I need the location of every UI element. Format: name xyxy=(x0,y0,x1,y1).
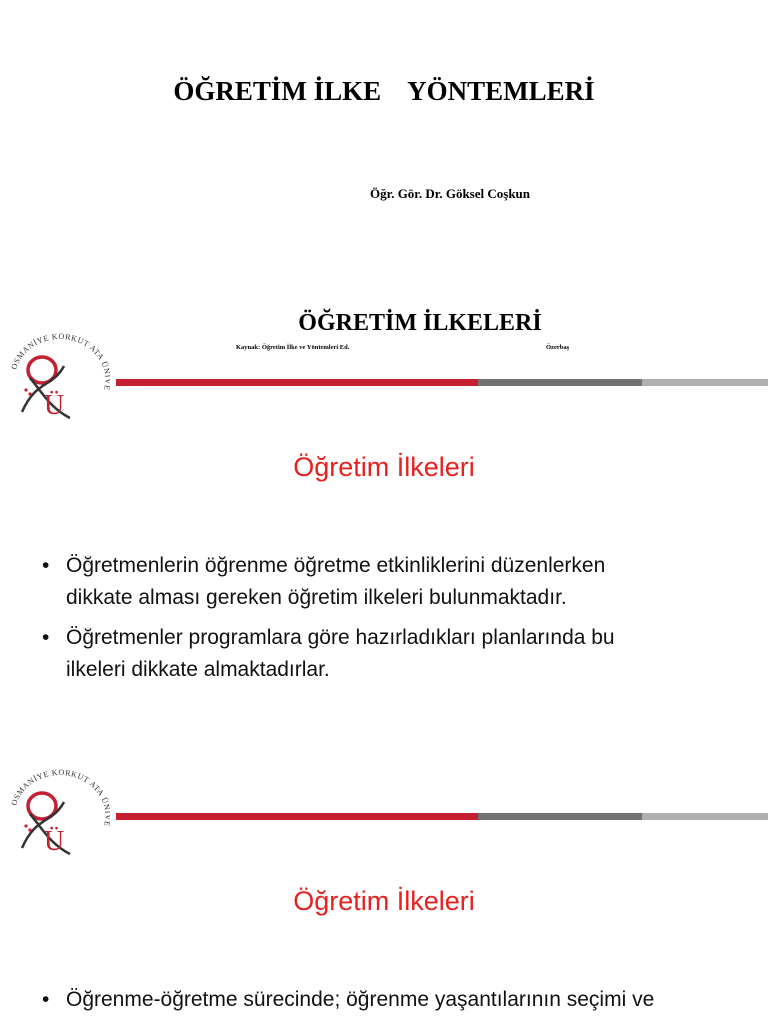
list-item xyxy=(40,984,740,1016)
divider-dark xyxy=(478,379,642,386)
bullet-text-line: dikkate alması gereken öğretim ilkeleri bulunmaktadır. xyxy=(66,586,567,609)
main-title: ÖĞRETİM İLKE YÖNTEMLERİ xyxy=(173,76,595,106)
university-logo xyxy=(6,766,110,870)
logo-letter-u: Ü xyxy=(44,390,65,421)
logo-letter-u: Ü xyxy=(44,826,65,857)
divider-red xyxy=(116,379,478,386)
divider-dark xyxy=(478,813,642,820)
list-item xyxy=(40,622,740,686)
slide2-heading: Öğretim İlkeleri xyxy=(293,886,475,916)
list-item xyxy=(40,550,740,614)
slide1-heading: Öğretim İlkeleri xyxy=(293,452,475,482)
bullet-text-line: Öğrenme-öğretme sürecinde; öğrenme yaşantılarının seçimi ve xyxy=(66,988,655,1011)
author-name: Öğr. Gör. Dr. Göksel Coşkun xyxy=(370,186,531,201)
logo-arc-text: OSMANİYE KORKUT ATA Ü xyxy=(9,767,110,807)
divider-red xyxy=(116,813,478,820)
source-author: Özerbaş xyxy=(546,344,570,351)
university-logo xyxy=(6,330,110,434)
bullet-dot: • xyxy=(42,988,50,1011)
bullet-dot: • xyxy=(42,626,50,649)
source-citation: Kaynak: Öğretim İlke ve Yöntemleri Ed. xyxy=(236,344,350,351)
divider-light xyxy=(642,813,768,820)
divider-light xyxy=(642,379,768,386)
logo-arc-text: OSMANİYE KORKUT ATA Ü xyxy=(9,331,110,371)
bullet-text-line: Öğretmenler programlara göre hazırladıkları planlarında bu xyxy=(66,626,615,649)
bullet-text-line: Öğretmenlerin öğrenme öğretme etkinliklerini düzenlerken xyxy=(66,554,606,577)
slide1-bullet-list xyxy=(40,550,740,694)
svg-text:OSMANİYE KORKUT ATA ÜNİVERSİTE xyxy=(6,330,110,391)
svg-text:OSMANİYE KORKUT ATA ÜNİVERSİTE xyxy=(6,766,110,827)
bullet-text-line: ilkeleri dikkate almaktadırlar. xyxy=(66,658,330,681)
slide2-bullet-list xyxy=(40,984,740,1024)
bullet-dot: • xyxy=(42,554,50,577)
section-title: ÖĞRETİM İLKELERİ xyxy=(298,310,542,336)
